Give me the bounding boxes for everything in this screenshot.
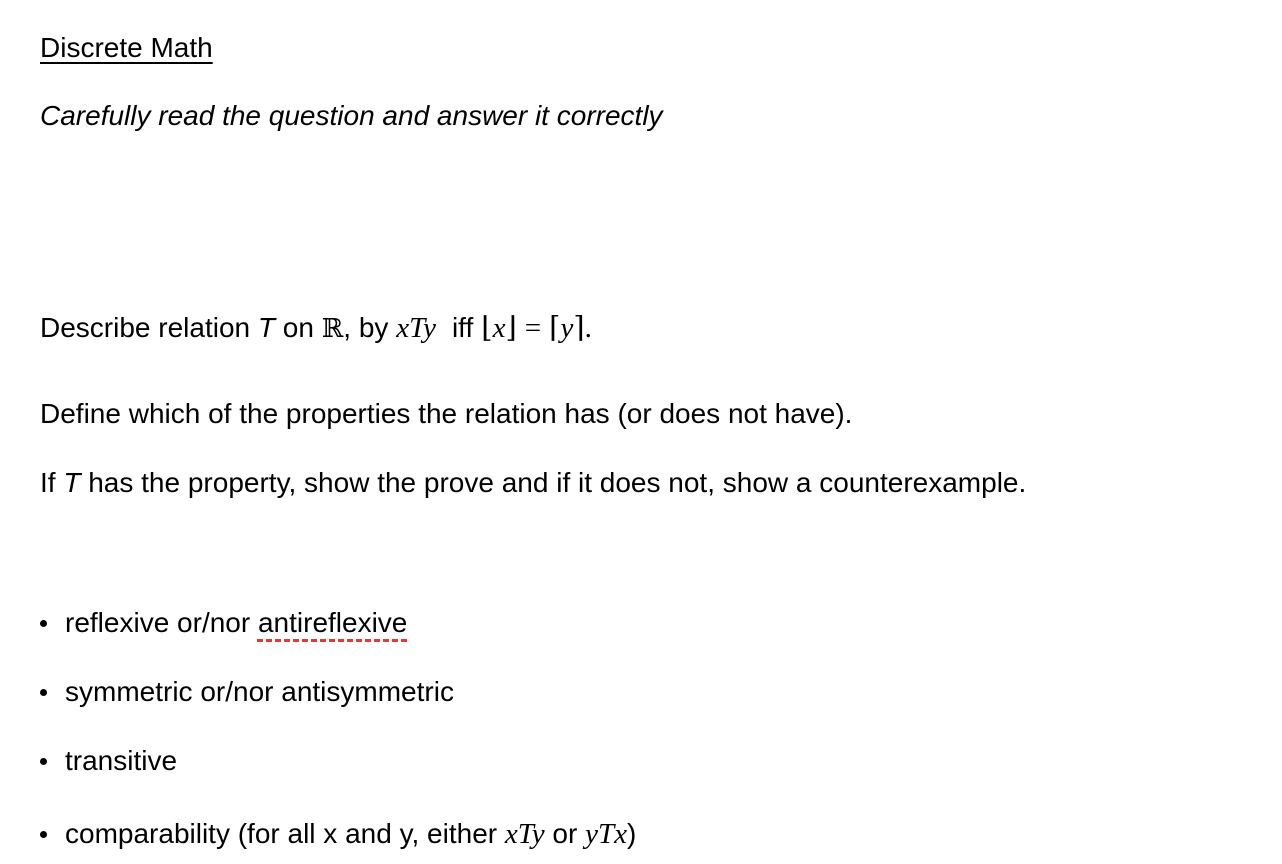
property-symmetric: symmetric or/nor antisymmetric <box>65 676 454 707</box>
floor-var: x <box>492 312 506 344</box>
property-reflexive <box>65 606 407 640</box>
comparability-suffix: ) <box>626 818 637 849</box>
spellcheck-flagged-word[interactable]: antireflexive <box>257 607 408 638</box>
or-text: or <box>544 818 586 849</box>
expr2-y: y <box>585 818 598 850</box>
bullet-icon <box>40 758 47 765</box>
if-rest: has the property, show the prove and if it does not, show a counterexample. <box>80 467 1027 498</box>
property-comparability <box>65 817 636 851</box>
proof-instruction <box>40 466 1026 500</box>
relation-symbol: T <box>257 312 275 343</box>
bullet-icon <box>40 620 47 627</box>
equals-sign: = <box>524 312 542 344</box>
instruction-text: Carefully read the question and answer it correctly <box>40 100 663 131</box>
bullet-icon <box>40 831 47 838</box>
floor-open: ⌊ <box>481 312 493 344</box>
relation-statement <box>40 311 592 346</box>
expr-x: x <box>396 312 410 344</box>
ceil-close: ⌉ <box>573 312 585 344</box>
floor-close: ⌋ <box>505 312 517 344</box>
expr2-T: T <box>597 818 615 850</box>
statement-period: . <box>584 312 592 344</box>
expr-T: T <box>409 312 424 344</box>
expr1-y: y <box>531 818 545 850</box>
expr2-x: x <box>614 818 627 850</box>
iff-text: iff <box>451 312 474 343</box>
statement-prefix: Describe relation <box>40 312 258 343</box>
property-text: reflexive or/nor <box>65 607 258 638</box>
comparability-prefix: comparability (for all x and y, either <box>65 818 505 849</box>
expr-y: y <box>423 312 436 344</box>
statement-on: on <box>274 312 322 343</box>
ceil-open: ⌈ <box>549 312 561 344</box>
if-prefix: If <box>40 467 64 498</box>
if-relation-symbol: T <box>63 467 81 498</box>
document-title: Discrete Math <box>40 32 213 63</box>
real-numbers-symbol: ℝ <box>321 314 344 344</box>
expr1-T: T <box>517 818 532 850</box>
bullet-icon <box>40 689 47 696</box>
define-instruction: Define which of the properties the relation has (or does not have). <box>40 398 853 429</box>
property-transitive: transitive <box>65 745 178 776</box>
statement-by: , by <box>343 312 397 343</box>
expr1-x: x <box>504 818 518 850</box>
ceil-var: y <box>560 312 574 344</box>
